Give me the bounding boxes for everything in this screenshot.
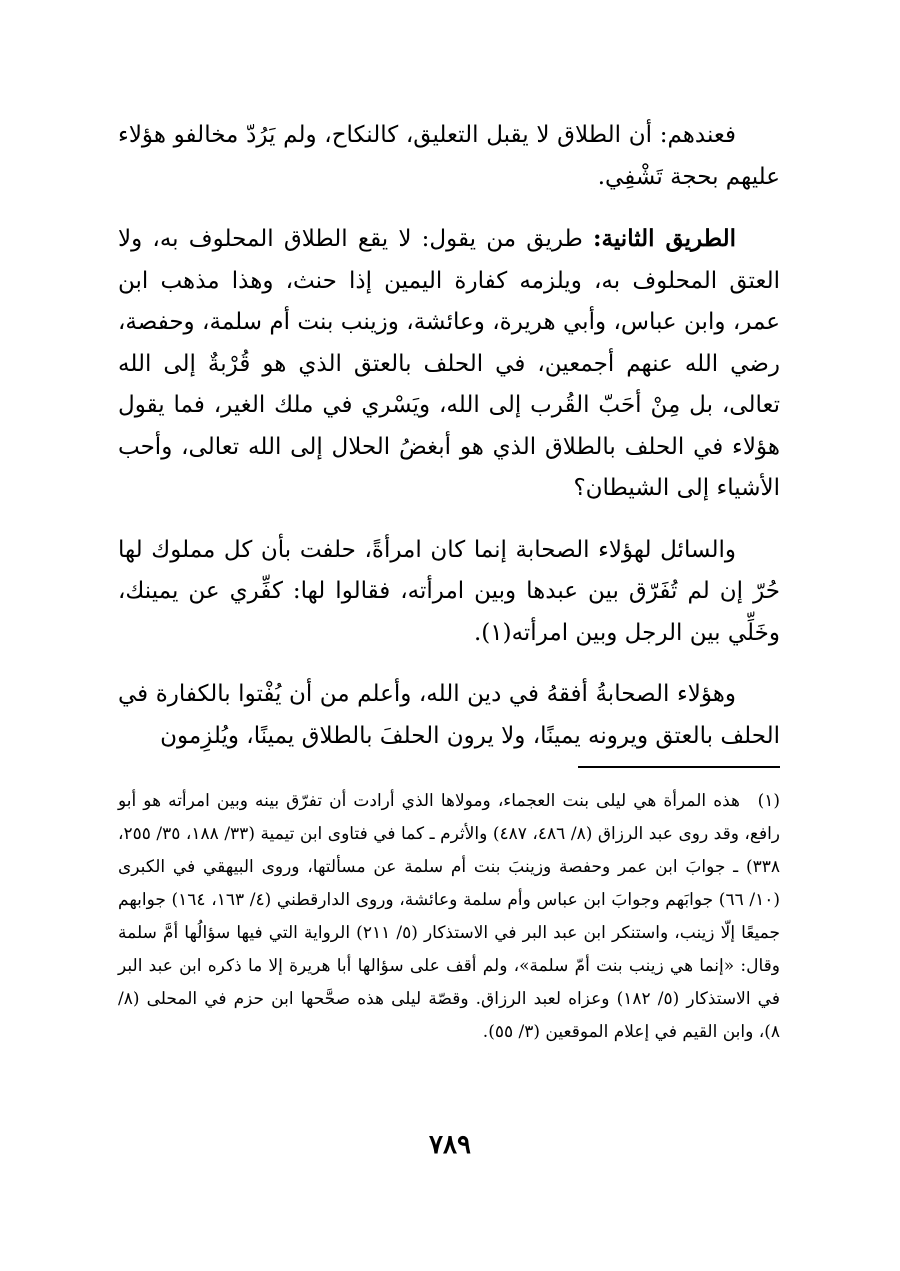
footnote-number: (١) <box>757 791 780 811</box>
paragraph-2-text: طريق من يقول: لا يقع الطلاق المحلوف به، ولا العتق المحلوف به، ويلزمه كفارة اليمين إذا حنث، وهذا مذهب ابن عمر، وابن عباس، وأبي هريرة، وعائشة، وزينب بنت أم سلمة، وحفصة، رضي الله عنهم أجمعين، في الحلف بالعتق الذي هو قُرْبةٌ إلى الله تعالى، بل مِنْ أحَبّ القُرب إلى الله، ويَسْري في ملك الغير، فما يقول هؤلاء في الحلف بالطلاق الذي هو أبغضُ الحلال إلى الله تعالى، وأحب الأشياء إلى الشيطان؟ <box>118 226 780 501</box>
paragraph-4 <box>118 674 780 757</box>
paragraph-3-text: والسائل لهؤلاء الصحابة إنما كان امرأةً، حلفت بأن كل مملوك لها حُرّ إن لم تُفَرّق بين عبدها وبين امرأته، فقالوا لها: كفِّري عن يمينك، وخَلِّي بين الرجل وبين امرأته <box>118 536 780 646</box>
paragraph-2-heading: الطريق الثانية: <box>593 225 736 252</box>
footnote-section <box>118 785 780 1049</box>
paragraph-3 <box>118 530 780 655</box>
paragraph-2 <box>118 218 780 510</box>
page-number: ٧٨٩ <box>429 1130 471 1160</box>
footnote-text: هذه المرأة هي ليلى بنت العجماء، ومولاها الذي أرادت أن تفرّق بينه وبين امرأته هو أبو رافع، وقد روى عبد الرزاق (٨/ ٤٨٦، ٤٨٧) والأثرم ـ كما في فتاوى ابن تيمية (٣٣/ ١٨٨، ٣٥/ ٢٥٥، ٣٣٨) ـ جوابَ ابن عمر وحفصة وزينبَ بنت أم سلمة عن مسألتها، وروى البيهقي في الكبرى (١٠/ ٦٦) جوابَهم وجوابَ ابن عباس وأم سلمة وعائشة، وروى الدارقطني (٤/ ١٦٣، ١٦٤) جوابهم جميعًا إلّا زينب، واستنكر ابن عبد البر في الاستذكار (٥/ ٢١١) الرواية التي فيها سؤالُها أمَّ سلمة وقال: «إنما هي زينب بنت أمّ سلمة»، ولم أقف على سؤالها أبا هريرة إلا ما ذكره ابن عبد البر في الاستذكار (٥/ ١٨٢) وعزاه لعبد الرزاق. وقصّة ليلى هذه صحَّحها ابن حزم في المحلى (٨/ ٨)، وابن القيم في إعلام الموقعين (٣/ ٥٥). <box>118 791 781 1042</box>
paragraph-1-text: فعندهم: أن الطلاق لا يقبل التعليق، كالنكاح، ولم يَرُدّ مخالفو هؤلاء عليهم بحجة تَشْفِي. <box>118 122 780 190</box>
paragraph-1 <box>118 115 780 198</box>
footnote-divider <box>578 766 780 768</box>
footnote-reference[interactable]: (١) <box>481 619 512 646</box>
paragraph-4-text: وهؤلاء الصحابةُ أفقهُ في دين الله، وأعلم من أن يُفْتوا بالكفارة في الحلف بالعتق ويرونه يمينًا، ولا يرون الحلفَ بالطلاق يمينًا، ويُلزِمون <box>118 681 780 749</box>
paragraph-3-tail: . <box>473 619 482 646</box>
page-body <box>118 115 781 1042</box>
